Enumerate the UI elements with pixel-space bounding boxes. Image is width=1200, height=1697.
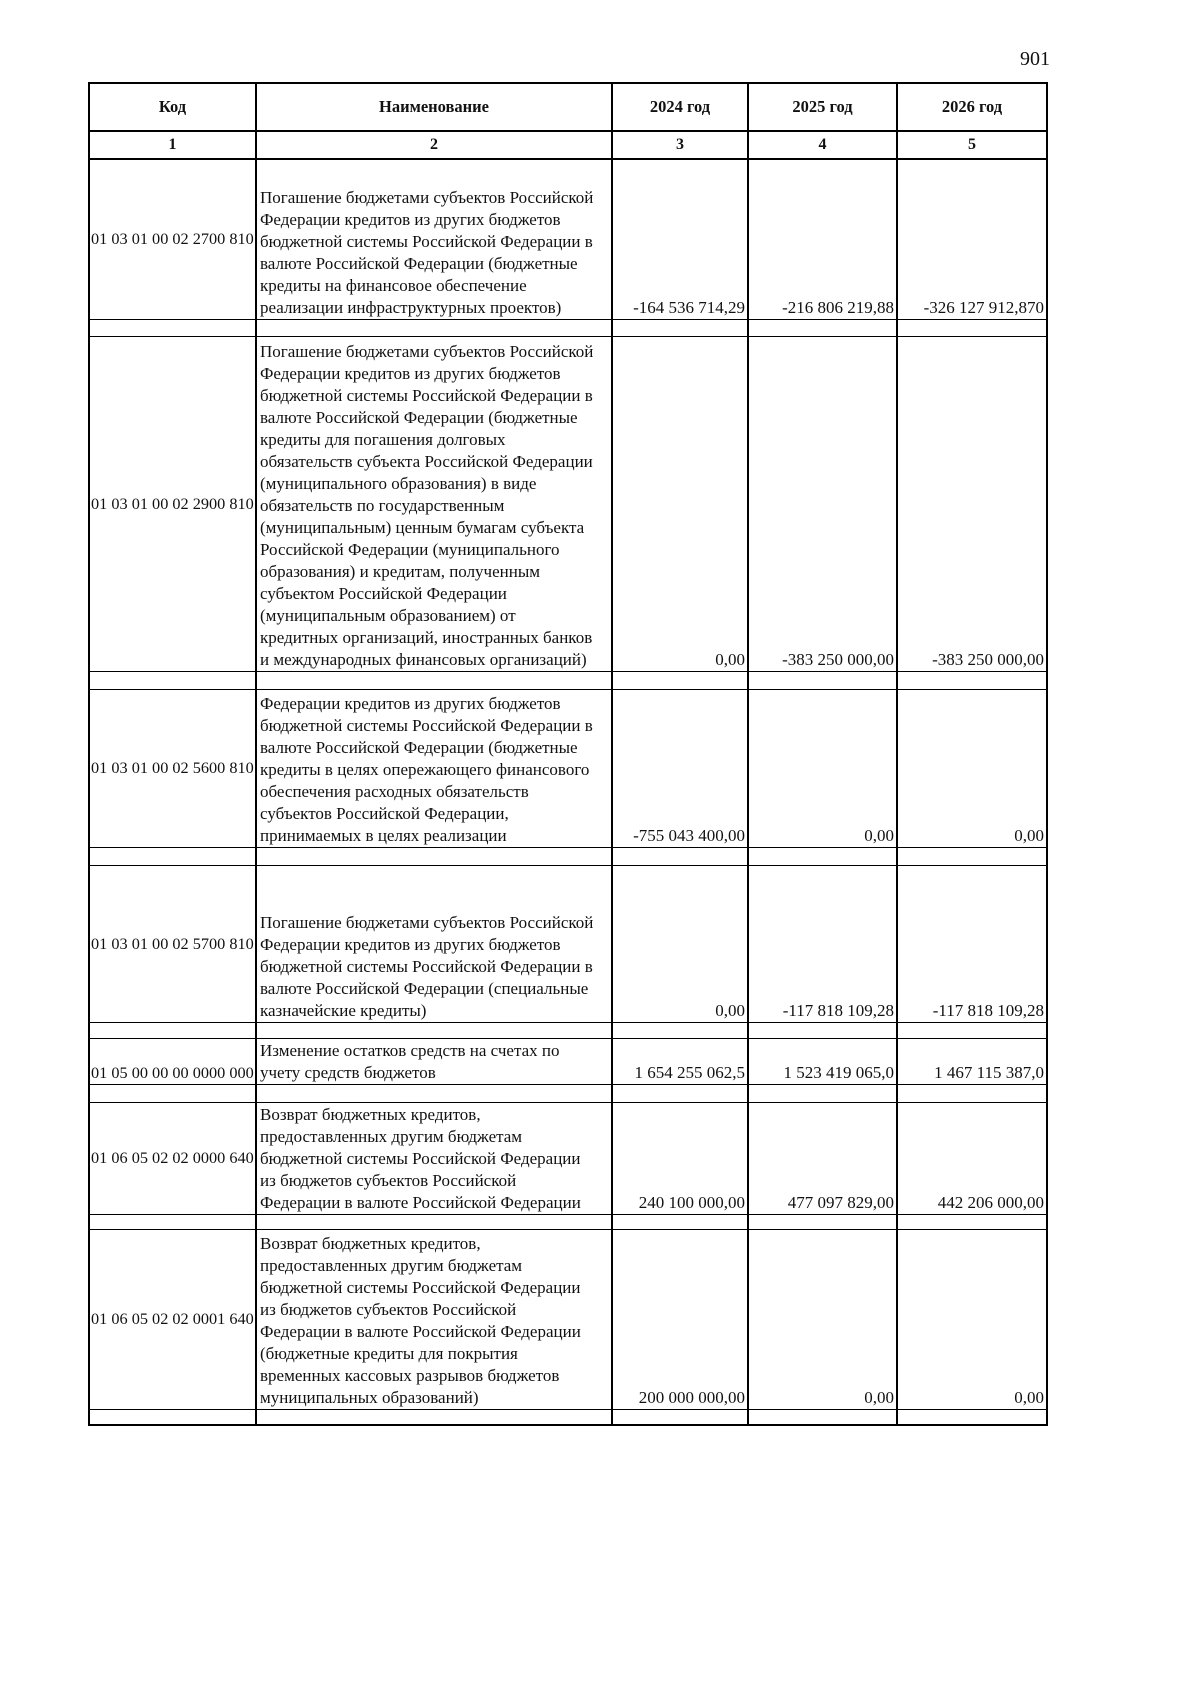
spacer-cell (897, 1214, 1047, 1229)
table-row (89, 689, 1047, 847)
spacer-cell (256, 671, 612, 689)
row-value-2026: 442 206 000,00 (897, 1102, 1047, 1214)
spacer-cell (748, 1409, 897, 1425)
spacer-cell (748, 319, 897, 336)
row-name: Погашение бюджетами субъектов Российской Федерации кредитов из других бюджетов бюджетной системы Российской Федерации в валюте Российской Федерации (бюджетные кредиты на финансовое обеспечение реализации инфраструктурных проектов) (256, 159, 612, 319)
row-code: 01 03 01 00 02 2700 810 (89, 159, 256, 319)
spacer-cell (748, 1214, 897, 1229)
column-number-2: 2 (256, 131, 612, 159)
row-value-2025: 1 523 419 065,0 (748, 1038, 897, 1084)
spacer-cell (89, 847, 256, 865)
header-row (89, 83, 1047, 131)
column-number-1: 1 (89, 131, 256, 159)
row-value-2025: -383 250 000,00 (748, 336, 897, 671)
spacer-cell (256, 1214, 612, 1229)
row-code: 01 06 05 02 02 0001 640 (89, 1229, 256, 1409)
spacer-row (89, 1022, 1047, 1038)
row-value-2025: 477 097 829,00 (748, 1102, 897, 1214)
row-value-2024: -755 043 400,00 (612, 689, 748, 847)
row-name: Федерации кредитов из других бюджетов бюджетной системы Российской Федерации в валюте Российской Федерации (бюджетные кредиты в целях опережающего финансового обеспечения расходных обязательств субъектов Российской Федерации, принимаемых в целях реализации (256, 689, 612, 847)
spacer-cell (612, 1409, 748, 1425)
spacer-cell (897, 1409, 1047, 1425)
header-2026: 2026 год (897, 83, 1047, 131)
spacer-cell (748, 1022, 897, 1038)
spacer-cell (256, 1409, 612, 1425)
row-name: Изменение остатков средств на счетах по учету средств бюджетов (256, 1038, 612, 1084)
spacer-cell (897, 319, 1047, 336)
row-value-2025: -216 806 219,88 (748, 159, 897, 319)
row-name: Погашение бюджетами субъектов Российской Федерации кредитов из других бюджетов бюджетной системы Российской Федерации в валюте Российской Федерации (специальные казначейские кредиты) (256, 865, 612, 1022)
spacer-cell (612, 1214, 748, 1229)
row-name: Возврат бюджетных кредитов, предоставленных другим бюджетам бюджетной системы Российской Федерации из бюджетов субъектов Российской Федерации в валюте Российской Федерации (бюджетные кредиты для покрытия временных кассовых разрывов бюджетов муниципальных образований) (256, 1229, 612, 1409)
spacer-cell (612, 1084, 748, 1102)
row-value-2026: 1 467 115 387,0 (897, 1038, 1047, 1084)
header-code: Код (89, 83, 256, 131)
spacer-cell (612, 847, 748, 865)
spacer-cell (897, 1084, 1047, 1102)
spacer-cell (612, 671, 748, 689)
table-row (89, 1038, 1047, 1084)
spacer-cell (89, 671, 256, 689)
spacer-row (89, 1084, 1047, 1102)
row-value-2026: 0,00 (897, 689, 1047, 847)
spacer-cell (89, 1409, 256, 1425)
row-name: Возврат бюджетных кредитов, предоставленных другим бюджетам бюджетной системы Российской Федерации из бюджетов субъектов Российской Федерации в валюте Российской Федерации (256, 1102, 612, 1214)
spacer-cell (89, 319, 256, 336)
row-code: 01 03 01 00 02 5700 810 (89, 865, 256, 1022)
table-row (89, 336, 1047, 671)
row-code: 01 06 05 02 02 0000 640 (89, 1102, 256, 1214)
row-value-2025: 0,00 (748, 1229, 897, 1409)
row-value-2025: 0,00 (748, 689, 897, 847)
table-row (89, 1102, 1047, 1214)
budget-table (88, 82, 1048, 1426)
page-number: 901 (1020, 48, 1050, 70)
spacer-cell (256, 1022, 612, 1038)
row-value-2024: 0,00 (612, 336, 748, 671)
column-number-3: 3 (612, 131, 748, 159)
table-row (89, 1229, 1047, 1409)
column-number-5: 5 (897, 131, 1047, 159)
row-value-2024: 240 100 000,00 (612, 1102, 748, 1214)
table-row (89, 865, 1047, 1022)
row-value-2026: 0,00 (897, 1229, 1047, 1409)
row-code: 01 03 01 00 02 2900 810 (89, 336, 256, 671)
spacer-cell (897, 847, 1047, 865)
spacer-cell (748, 1084, 897, 1102)
spacer-cell (612, 319, 748, 336)
spacer-cell (256, 1084, 612, 1102)
row-value-2024: -164 536 714,29 (612, 159, 748, 319)
spacer-cell (897, 1022, 1047, 1038)
row-value-2024: 1 654 255 062,5 (612, 1038, 748, 1084)
spacer-cell (89, 1214, 256, 1229)
row-code: 01 05 00 00 00 0000 000 (89, 1038, 256, 1084)
column-numbers-row (89, 131, 1047, 159)
spacer-row (89, 1214, 1047, 1229)
spacer-cell (256, 319, 612, 336)
spacer-cell (256, 847, 612, 865)
spacer-cell (748, 847, 897, 865)
spacer-row (89, 671, 1047, 689)
row-value-2024: 0,00 (612, 865, 748, 1022)
spacer-cell (748, 671, 897, 689)
spacer-cell (612, 1022, 748, 1038)
header-2025: 2025 год (748, 83, 897, 131)
row-code: 01 03 01 00 02 5600 810 (89, 689, 256, 847)
row-value-2026: -326 127 912,870 (897, 159, 1047, 319)
spacer-row (89, 847, 1047, 865)
row-value-2025: -117 818 109,28 (748, 865, 897, 1022)
spacer-row (89, 1409, 1047, 1425)
header-2024: 2024 год (612, 83, 748, 131)
spacer-row (89, 319, 1047, 336)
row-value-2026: -383 250 000,00 (897, 336, 1047, 671)
spacer-cell (89, 1084, 256, 1102)
row-name: Погашение бюджетами субъектов Российской Федерации кредитов из других бюджетов бюджетной системы Российской Федерации в валюте Российской Федерации (бюджетные кредиты для погашения долговых обязательств субъекта Российской Федерации (муниципального образования) в виде обязательств по государственным (муниципальным) ценным бумагам субъекта Российской Федерации (муниципального образования) и кредитам, полученным субъектом Российской Федерации (муниципальным образованием) от кредитных организаций, иностранных банков и международных финансовых организаций) (256, 336, 612, 671)
spacer-cell (897, 671, 1047, 689)
spacer-cell (89, 1022, 256, 1038)
table-row (89, 159, 1047, 319)
header-name: Наименование (256, 83, 612, 131)
column-number-4: 4 (748, 131, 897, 159)
row-value-2026: -117 818 109,28 (897, 865, 1047, 1022)
row-value-2024: 200 000 000,00 (612, 1229, 748, 1409)
